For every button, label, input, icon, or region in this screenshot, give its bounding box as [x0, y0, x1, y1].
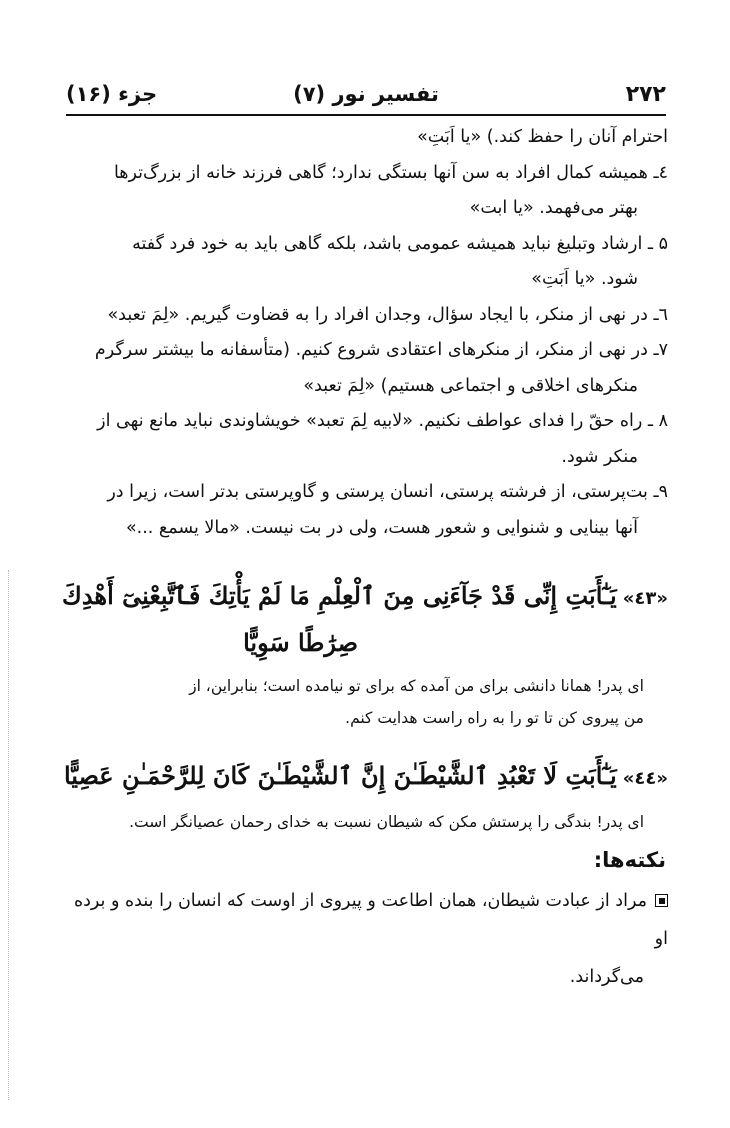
verse-arabic-line: يَـٰٓأَبَتِ لَا تَعْبُدِ ٱلشَّيْطَـٰنَ إِنَّ ٱلشَّيْطَـٰنَ كَانَ لِلرَّحْمَـٰنِ عَصِيًّا [63, 761, 617, 790]
notes-heading: نکته‌ها: [593, 848, 666, 872]
list-item-continuation: منکر شود. [561, 446, 638, 467]
list-item-continuation: شود. «یا اَبَتِ» [531, 269, 638, 289]
notes-list [62, 882, 668, 996]
page-number: ۲۷۲ [625, 82, 666, 107]
list-item: مراد از عبادت شیطان، همان اطاعت و پیروی از اوست که انسان را بنده و برده او [73, 891, 668, 949]
verse-number: «٤٤» [622, 768, 668, 789]
list-item-continuation: منکرهای اخلاقی و اجتماعی هستیم) «لِمَ تعبد» [303, 375, 638, 396]
verse-44 [62, 754, 668, 801]
verse-44-translation [64, 806, 644, 838]
juz-label: جزء (۱۶) [66, 82, 158, 106]
list-item: احترام آنان را حفظ کند.) «یا اَبَتِ» [417, 127, 668, 147]
verse-43 [62, 574, 668, 665]
list-item: ۹ـ بت‌پرستی، از فرشته پرستی، انسان پرستی و گاوپرستی بدتر است، زیرا در [107, 482, 668, 502]
list-item: ۷ـ در نهی از منکر، از منکرهای اعتقادی شروع کنیم. (متأسفانه ما بیشتر سرگرم [94, 340, 668, 360]
verse-43-translation [84, 670, 644, 734]
verse-number: «٤٣» [622, 588, 668, 609]
square-bullet-icon [655, 894, 668, 907]
list-item: ٤ـ همیشه کمال افراد به سن آنها بستگی ندارد؛ گاهی فرزند خانه از بزرگ‌ترها [113, 162, 668, 183]
translation-line: ای پدر! بندگی را پرستش مکن که شیطان نسبت به خدای رحمان عصیانگر است. [129, 813, 644, 831]
list-item-continuation: می‌گرداند. [569, 967, 644, 987]
list-item: ٦ـ در نهی از منکر، با ایجاد سؤال، وجدان افراد را به قضاوت گیریم. «لِمَ تعبد» [107, 304, 668, 325]
list-item-continuation: بهتر می‌فهمد. «یا ابت» [469, 198, 638, 218]
book-title: تفسیر نور (۷) [293, 82, 439, 106]
translation-line: ای پدر! همانا دانشی برای من آمده که برای تو نیامده است؛ بنابراین، از [189, 677, 644, 695]
list-item: ۵ ـ ارشاد وتبلیغ نباید همیشه عمومی باشد، بلکه گاهی باید به خود فرد گفته [132, 233, 668, 254]
list-item: ۸ ـ راه حقّ را فدای عواطف نکنیم. «لابیه لِمَ تعبد» خویشاوندی نباید مانع نهی از [97, 411, 668, 431]
points-list [62, 120, 668, 546]
verse-arabic-line: يَـٰٓأَبَتِ إِنِّى قَدْ جَآءَنِى مِنَ ٱلْعِلْمِ مَا لَمْ يَأْتِكَ فَٱتَّبِعْنِىٓ أَهْدِكَ [62, 581, 617, 610]
binding-edge-marks [8, 570, 10, 1100]
list-item-continuation: آنها بینایی و شنوایی و شعور هست، ولی در بت نیست. «مالا یسمع ...» [125, 517, 638, 538]
page-header [66, 82, 666, 116]
translation-line: من پیروی کن تا تو را به راه راست هدایت کنم. [345, 709, 644, 727]
verse-arabic-line: صِرَٰطًا سَوِيًّا [243, 628, 358, 657]
